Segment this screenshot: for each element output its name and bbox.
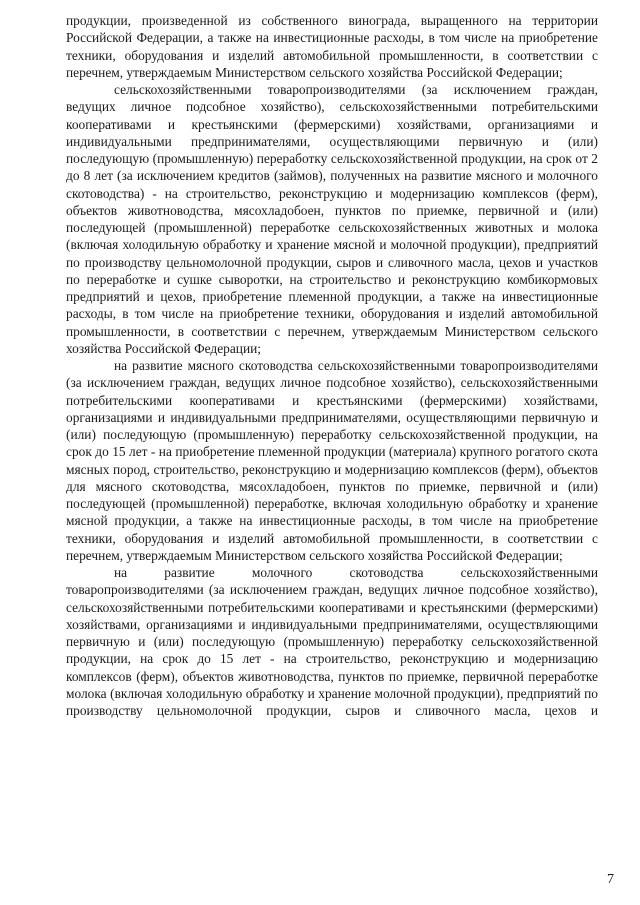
paragraph-continuation: продукции, произведенной из собственного винограда, выращенного на территории Российской Федерации, а также на инвестиционные расходы, в том числе на приобретение техники, оборудования и изделий автомобильной промышленности, в соответствии с перечнем, утверждаемым Министерством сельского хозяйства Российской Федерации; bbox=[66, 13, 598, 80]
document-body bbox=[66, 12, 598, 719]
paragraph-meat-cattle-breeding: на развитие мясного скотоводства сельскохозяйственными товаропроизводителями (за исключением граждан, ведущих личное подсобное хозяйство), сельскохозяйственными потребительскими кооперативами и крестьянскими (фермерскими) хозяйствами, организациями и индивидуальными предпринимателями, осуществляющими первичную и (или) последующую (промышленную) переработку сельскохозяйственной продукции, на срок до 15 лет - на приобретение племенной продукции (материала) крупного рогатого скота мясных пород, строительство, реконструкцию и модернизацию комплексов (ферм), объектов для мясного скотоводства, мясохладобоен, пунктов по приемке, первичной и (или) последующей (промышленной) переработке, включая холодильную обработку и хранение мясной продукции, а также на инвестиционные расходы, в том числе на приобретение техники, оборудования и изделий автомобильной промышленности, в соответствии с перечнем, утверждаемым Министерством сельского хозяйства Российской Федерации; bbox=[66, 358, 598, 563]
paragraph-credits-2-to-8-years: сельскохозяйственными товаропроизводителями (за исключением граждан, ведущих личное подсобное хозяйство), сельскохозяйственными потребительскими кооперативами и крестьянскими (фермерскими) хозяйствами, организациями и индивидуальными предпринимателями, осуществляющими первичную и (или) последующую (промышленную) переработку сельскохозяйственной продукции, на срок от 2 до 8 лет (за исключением кредитов (займов), полученных на развитие мясного и молочного скотоводства) - на строительство, реконструкцию и модернизацию комплексов (ферм), объектов животноводства, мясохладобоен, пунктов по приемке, первичной и (или) последующей (промышленной) переработке сельскохозяйственных животных и молока (включая холодильную обработку и хранение мясной и молочной продукции), предприятий по производству цельномолочной продукции, сыров и сливочного масла, цехов и участков по переработке и сушке сыворотки, на строительство и реконструкцию комбикормовых предприятий и цехов, приобретение племенной продукции, а также на инвестиционные расходы, в том числе на приобретение техники, оборудования и изделий автомобильной промышленности, в соответствии с перечнем, утверждаемым Министерством сельского хозяйства Российской Федерации; bbox=[66, 82, 598, 356]
paragraph-dairy-cattle-breeding: на развитие молочного скотоводства сельскохозяйственными товаропроизводителями (за исключением граждан, ведущих личное подсобное хозяйство), сельскохозяйственными потребительскими кооперативами и крестьянскими (фермерскими) хозяйствами, организациями и индивидуальными предпринимателями, осуществляющими первичную и (или) последующую (промышленную) переработку сельскохозяйственной продукции, на срок до 15 лет - на строительство, реконструкцию и модернизацию комплексов (ферм), объектов животноводства, пунктов по приемке, первичной переработке молока (включая холодильную обработку и хранение молочной продукции), предприятий по производству цельномолочной продукции, сыров и сливочного масла, цехов и bbox=[66, 565, 598, 718]
page-number: 7 bbox=[607, 872, 614, 887]
